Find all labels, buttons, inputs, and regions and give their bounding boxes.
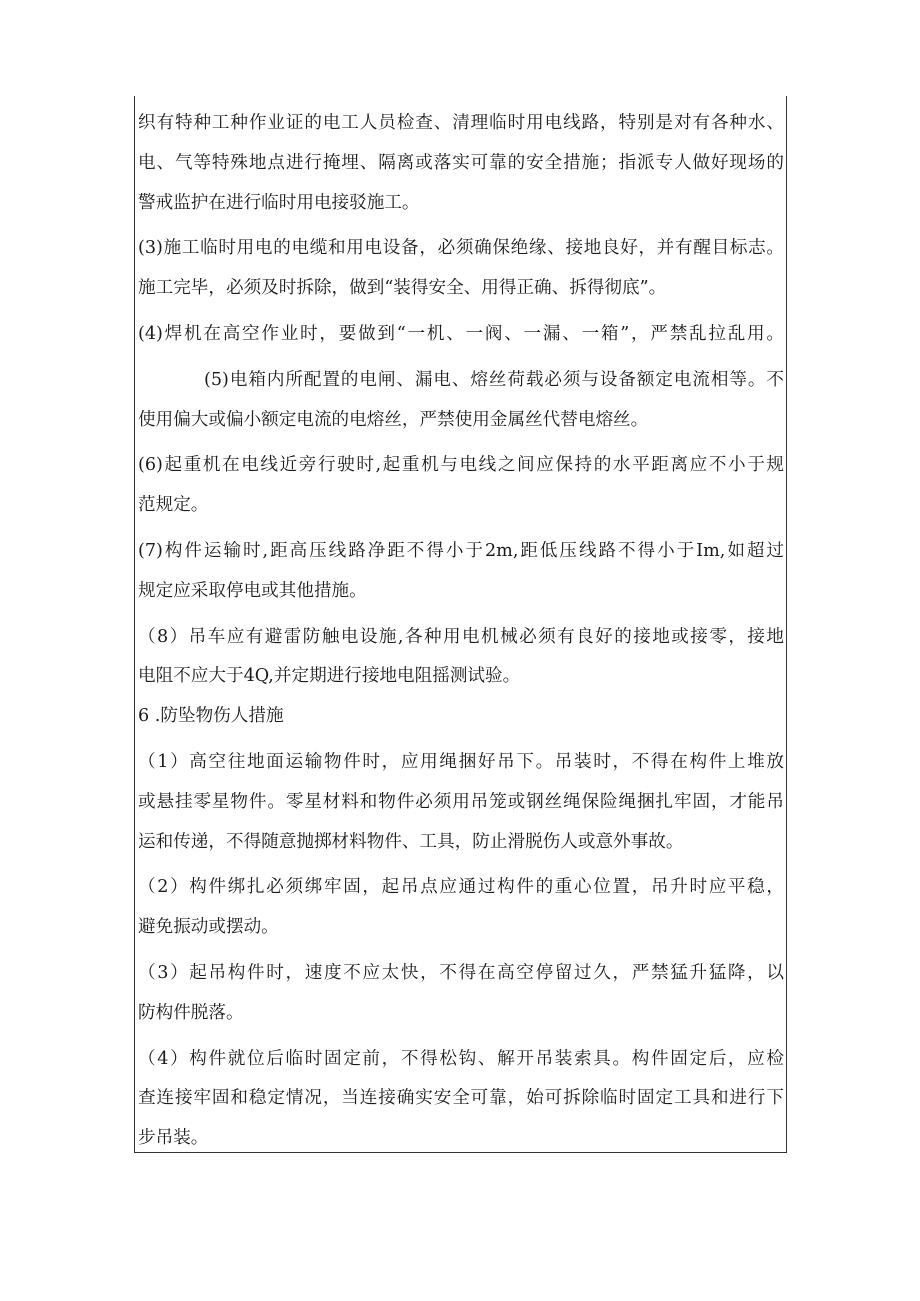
text-line: 规定应采取停电或其他措施。 <box>138 580 367 601</box>
text-line: (7)构件运输时,距高压线路净距不得小于2m,距低压线路不得小于Im,如超过 <box>138 540 784 561</box>
text-line: 避免振动或摆动。 <box>138 917 279 938</box>
text-line: (3)施工临时用电的电缆和用电设备，必须确保绝缘、接地良好，并有醒目标志。 <box>138 238 784 259</box>
text-line: （1）高空往地面运输物件时，应用绳捆好吊下。吊装时，不得在构件上堆放 <box>138 751 784 772</box>
text-line: (6)起重机在电线近旁行驶时,起重机与电线之间应保持的水平距离应不小于规 <box>138 455 784 476</box>
paragraph-item-4 <box>138 315 784 355</box>
text-line: 使用偏大或偏小额定电流的电熔丝，严禁使用金属丝代替电熔丝。 <box>138 409 649 430</box>
paragraph-s6-4 <box>138 1040 784 1159</box>
text-line: （8）吊车应有避雷防触电设施,各种用电机械必须有良好的接地或接零，接地 <box>138 626 784 647</box>
text-line: 警戒监护在进行临时用电接驳施工。 <box>138 192 420 213</box>
text-line: 步吊装。 <box>138 1128 209 1149</box>
paragraph-s6-2 <box>138 868 784 948</box>
paragraph-item-8 <box>138 618 784 698</box>
text-line: 电、气等特殊地点进行掩埋、隔离或落实可靠的安全措施；指派专人做好现场的 <box>138 152 784 173</box>
text-line: 运和传递，不得随意抛掷材料物件、工具，防止滑脱伤人或意外事故。 <box>138 831 684 852</box>
paragraph-s6-1 <box>138 743 784 862</box>
text-line: （4）构件就位后临时固定前，不得松钩、解开吊装索具。构件固定后，应检 <box>138 1048 784 1069</box>
text-line: 查连接牢固和稳定情况，当连接确实安全可靠，始可拆除临时固定工具和进行下 <box>138 1088 784 1109</box>
paragraph-item-7 <box>138 532 784 612</box>
paragraph-item-3 <box>138 229 784 309</box>
text-line: 电阻不应大于4Q,并定期进行接地电阻摇测试验。 <box>138 666 521 687</box>
text-line: 防构件脱落。 <box>138 1002 244 1023</box>
paragraph-item-5 <box>138 361 784 441</box>
paragraph-continuation <box>138 104 784 223</box>
text-line: (5)电箱内所配置的电闸、漏电、熔丝荷载必须与设备额定电流相等。不 <box>204 369 784 390</box>
paragraph-s6-3 <box>138 954 784 1034</box>
text-line: （3）起吊构件时，速度不应太快，不得在高空停留过久，严禁猛升猛降，以 <box>138 962 784 983</box>
text-line: 织有特种工种作业证的电工人员检查、清理临时用电线路，特别是对有各种水、 <box>138 113 784 133</box>
text-line: 或悬挂零星物件。零星材料和物件必须用吊笼或钢丝绳保险绳捆扎牢固，才能吊 <box>138 791 784 812</box>
document-body <box>138 104 784 1159</box>
text-line: （2）构件绑扎必须绑牢固，起吊点应通过构件的重心位置，吊升时应平稳， <box>138 877 784 898</box>
text-line: 施工完毕，必须及时拆除，做到“装得安全、用得正确、拆得彻底”。 <box>138 278 667 299</box>
text-line: 范规定。 <box>138 495 209 516</box>
section-heading <box>138 697 784 737</box>
text-line: (4)焊机在高空作业时，要做到“一机、一阀、一漏、一箱”，严禁乱拉乱用。 <box>138 323 784 344</box>
section-title: 6 .防坠物伤人措施 <box>138 706 284 727</box>
paragraph-item-6 <box>138 446 784 526</box>
